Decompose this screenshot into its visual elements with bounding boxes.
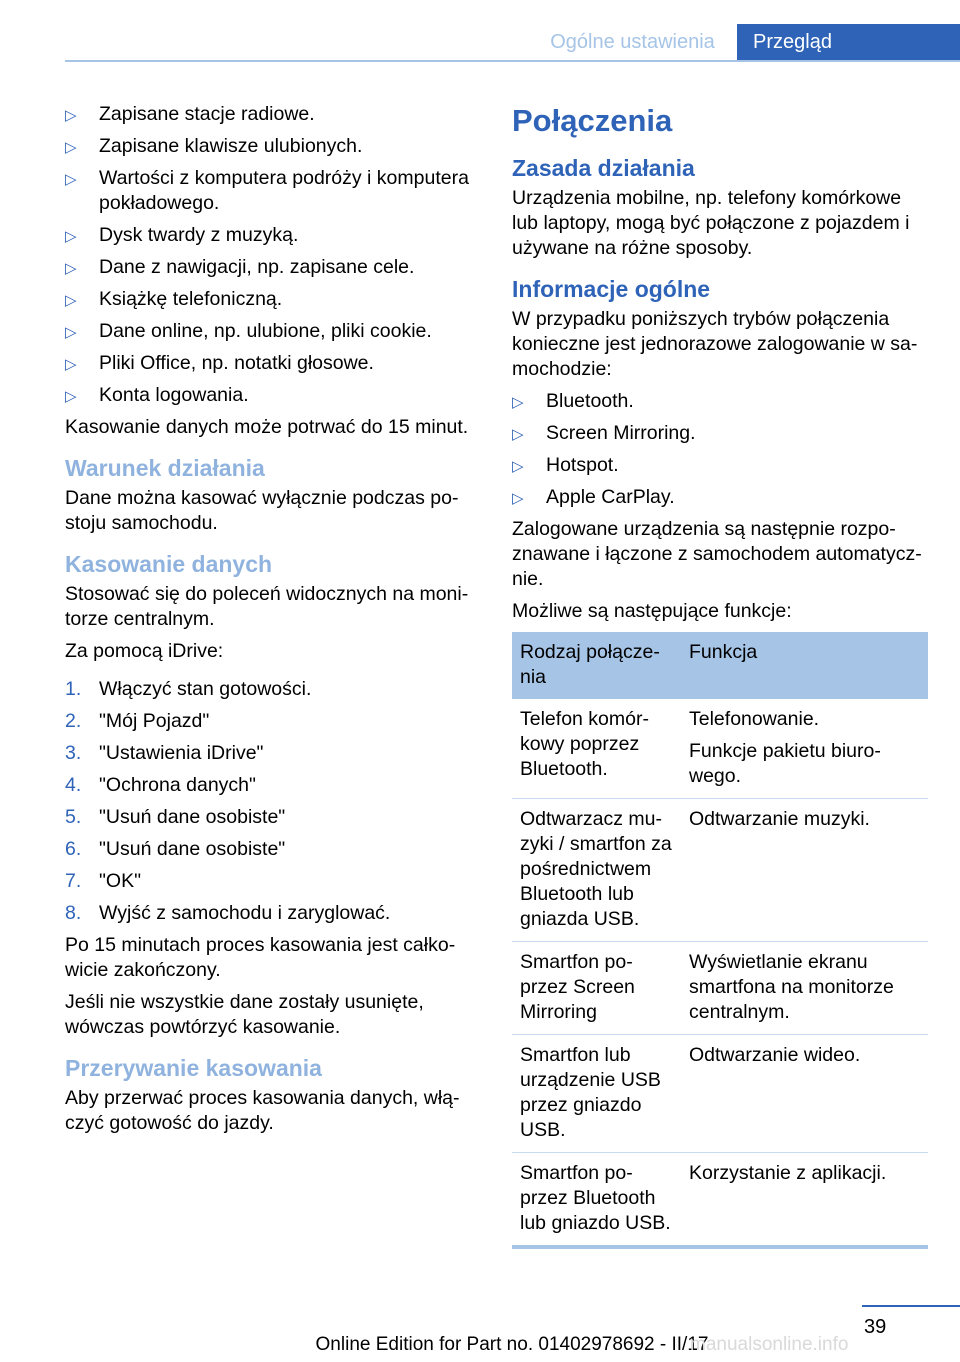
principle-paragraph: Urządzenia mobilne, np. telefony komórkowe lub laptopy, mogą być połączone z pojazdem i używane na różne sposoby. — [512, 187, 910, 259]
interrupt-heading: Przerywanie kasowania — [65, 1055, 322, 1081]
list-item: ▷ Dane online, np. ulubione, pliki cookie. — [65, 319, 479, 344]
page-number: 39 — [864, 1316, 887, 1338]
triangle-bullet-icon: ▷ — [512, 490, 524, 507]
list-item: ▷ Apple CarPlay. — [512, 485, 928, 510]
table-row — [512, 1153, 928, 1248]
cell-connection-type: Odtwarzacz muzyki / smartfon za pośrednictwem Bluetooth lub gniazda USB. — [512, 799, 681, 942]
triangle-bullet-icon: ▷ — [65, 324, 77, 341]
step-item: 5. "Usuń dane osobiste" — [65, 806, 286, 828]
triangle-bullet-icon: ▷ — [65, 388, 77, 405]
step-item: 2. "Mój Pojazd" — [65, 710, 210, 732]
step-item: 7. "OK" — [65, 870, 142, 892]
delete-heading: Kasowanie danych — [65, 551, 273, 577]
cell-connection-type: Smartfon lub urządzenie USB przez gniazdo USB. — [512, 1035, 681, 1153]
condition-paragraph: Dane można kasować wyłącznie podczas postoju samochodu. — [65, 487, 459, 534]
triangle-bullet-icon: ▷ — [65, 139, 77, 156]
triangle-bullet-icon: ▷ — [65, 228, 77, 245]
triangle-bullet-icon: ▷ — [512, 426, 524, 443]
duration-paragraph: Kasowanie danych może potrwać do 15 minut. — [65, 416, 469, 438]
cell-function: Wyświetlanie ekranu smartfona na monitorze centralnym. — [681, 942, 928, 1035]
page-header — [0, 0, 960, 62]
completion-paragraph: Po 15 minutach proces kasowania jest całkowicie zakończony. — [65, 934, 456, 981]
cell-function: Odtwarzanie wideo. — [681, 1035, 928, 1153]
auto-connect-paragraph: Zalogowane urządzenia są następnie rozpoznawane i łączone z samochodem automatycznie. — [512, 518, 922, 590]
cell-connection-type: Smartfon poprzez Screen Mirroring — [512, 942, 681, 1035]
list-item: ▷ Wartości z komputera podróży i komputera pokładowego. — [65, 167, 469, 214]
list-item: ▷ Hotspot. — [512, 453, 928, 478]
condition-heading: Warunek działania — [65, 455, 265, 481]
list-item: ▷ Dane z nawigacji, np. zapisane cele. — [65, 255, 479, 280]
step-item: 8. Wyjść z samochodu i zaryglować. — [65, 902, 391, 924]
right-column — [512, 102, 928, 1249]
header-divider — [65, 60, 960, 62]
step-item: 1. Włączyć stan gotowości. — [65, 678, 312, 700]
list-item: ▷ Zapisane stacje radiowe. — [65, 102, 479, 127]
repeat-paragraph: Jeśli nie wszystkie dane zostały usunięte, wówczas powtórzyć kasowanie. — [65, 991, 424, 1038]
general-heading: Informacje ogólne — [512, 276, 711, 302]
list-item: ▷ Konta logowania. — [65, 383, 479, 408]
deleted-data-list — [65, 102, 479, 408]
steps-list — [65, 677, 479, 926]
functions-table — [512, 632, 928, 1249]
watermark: manualsonline.info — [690, 1334, 849, 1355]
connection-modes-list — [512, 389, 928, 510]
cell-connection-type: Smartfon poprzez Bluetooth lub gniazdo USB. — [512, 1153, 681, 1248]
step-item: 6. "Usuń dane osobiste" — [65, 838, 286, 860]
principle-heading: Zasada działania — [512, 155, 695, 181]
triangle-bullet-icon: ▷ — [65, 171, 77, 188]
table-row — [512, 799, 928, 942]
cell-function: Telefonowanie. Funkcje pakietu biurowego. — [681, 699, 928, 799]
interrupt-paragraph: Aby przerwać proces kasowania danych, włączyć gotowość do jazdy. — [65, 1087, 460, 1134]
edition-footer: Online Edition for Part no. 01402978692 - II/17 — [315, 1334, 709, 1355]
triangle-bullet-icon: ▷ — [512, 394, 524, 411]
step-item: 4. "Ochrona danych" — [65, 774, 256, 796]
header-connection-type: Rodzaj połączenia — [512, 632, 681, 699]
step-item: 3. "Ustawienia iDrive" — [65, 742, 264, 764]
list-item: ▷ Pliki Office, np. notatki głosowe. — [65, 351, 479, 376]
section-title: Połączenia — [512, 103, 673, 138]
list-item: ▷ Dysk twardy z muzyką. — [65, 223, 479, 248]
table-row — [512, 942, 928, 1035]
cell-function: Korzystanie z aplikacji. — [681, 1153, 928, 1248]
list-item: ▷ Screen Mirroring. — [512, 421, 928, 446]
list-item: ▷ Książkę telefoniczną. — [65, 287, 479, 312]
left-column — [65, 102, 479, 1143]
header-function: Funkcja — [681, 632, 928, 699]
table-row — [512, 699, 928, 799]
delete-paragraph: Stosować się do poleceń widocznych na monitorze centralnym. — [65, 583, 469, 630]
table-row — [512, 1035, 928, 1153]
section-tab: Ogólne ustawienia — [550, 31, 715, 53]
triangle-bullet-icon: ▷ — [65, 356, 77, 373]
page-number-divider — [862, 1305, 960, 1307]
cell-function: Odtwarzanie muzyki. — [681, 799, 928, 942]
functions-paragraph: Możliwe są następujące funkcje: — [512, 600, 792, 622]
list-item: ▷ Zapisane klawisze ulubionych. — [65, 134, 479, 159]
idrive-paragraph: Za pomocą iDrive: — [65, 640, 224, 662]
general-paragraph: W przypadku poniższych trybów połączenia konieczne jest jednorazowe zalogowanie w samochodzie: — [512, 308, 918, 380]
chapter-tab: Przegląd — [737, 24, 960, 60]
triangle-bullet-icon: ▷ — [65, 292, 77, 309]
table-header-row — [512, 632, 928, 699]
triangle-bullet-icon: ▷ — [65, 260, 77, 277]
list-item: ▷ Bluetooth. — [512, 389, 928, 414]
triangle-bullet-icon: ▷ — [512, 458, 524, 475]
cell-connection-type: Telefon komórkowy poprzez Bluetooth. — [512, 699, 681, 799]
triangle-bullet-icon: ▷ — [65, 107, 77, 124]
